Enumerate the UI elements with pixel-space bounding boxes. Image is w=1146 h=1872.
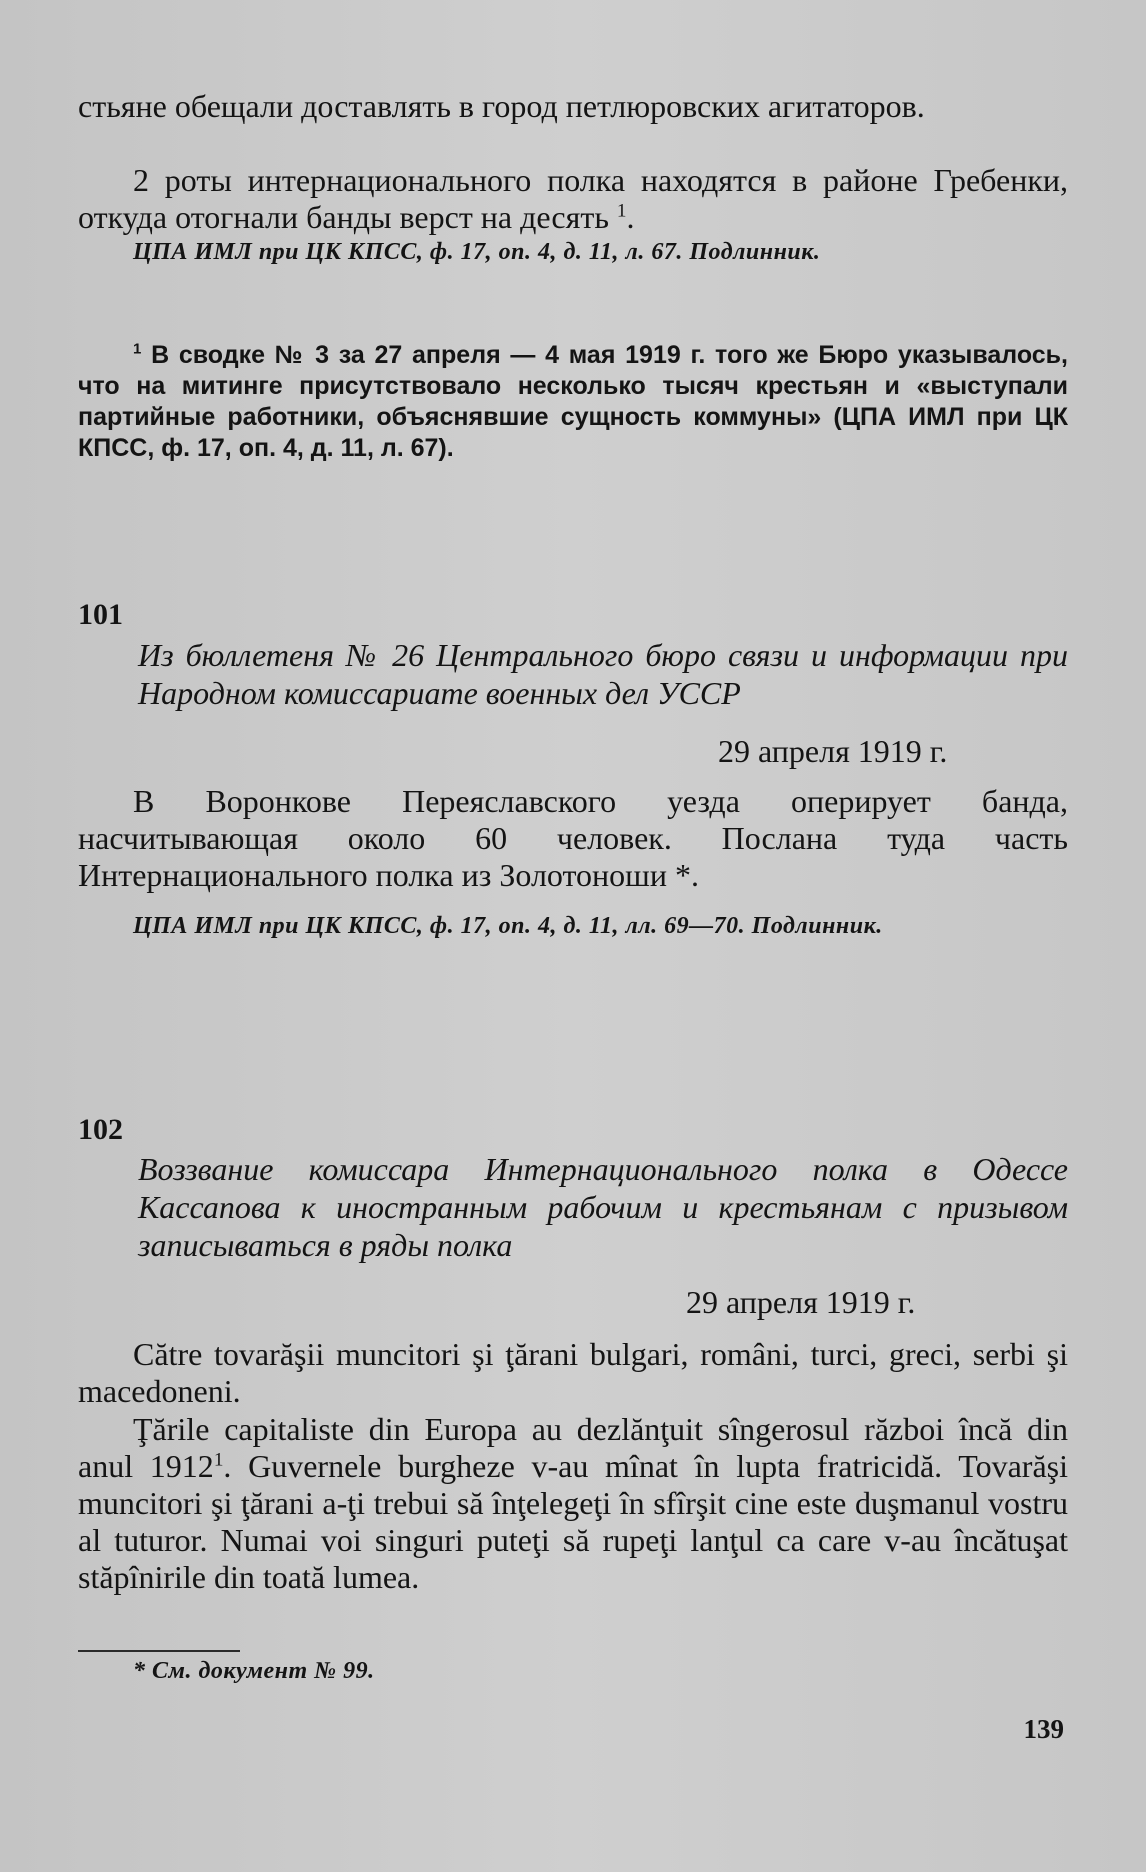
document-date-101: 29 апреля 1919 г. — [718, 733, 948, 769]
document-title-101: Из бюллетеня № 26 Центрального бюро связи и информации при Народном комиссариате военных дел УССР — [138, 637, 1068, 711]
paragraph-continuation: стьяне обещали доставлять в город петлюровских агитаторов. — [78, 88, 925, 124]
archive-source-1: ЦПА ИМЛ при ЦК КПСС, ф. 17, оп. 4, д. 11, л. 67. Подлинник. — [133, 239, 821, 265]
footnote-star: * См. документ № 99. — [133, 1658, 375, 1684]
document-body-102-p2: Ţările capitaliste din Europa au dezlănţuit sîngerosul război încă din anul 1912$^1$. Guvernele burgheze v-au mînat în lupta fratricidă. Tovarăşi muncitori şi ţărani a-ţi trebui să înţelegeţi în sfîrşit cine este duşmanul vostru al tuturor. Numai voi singuri puteţi să rupeţi lanţul ca care v-au încătuşat stăpînirile din toată lumea. — [78, 1411, 1069, 1595]
document-title-102: Воззвание комиссара Интернационального полка в Одессе Кассапова к иностранным рабочим и крестьянам с призывом записываться в ряды полка — [138, 1151, 1068, 1263]
archive-source-101: ЦПА ИМЛ при ЦК КПСС, ф. 17, оп. 4, д. 11, лл. 69—70. Подлинник. — [133, 913, 883, 939]
footnote-1-mark: 1 — [133, 340, 142, 358]
footnote-1: $^1$ В сводке № 3 за 27 апреля — 4 мая 1919 г. того же Бюро указывалось, что на митинге присутствовало несколько тысяч крестьян и «выступали партийные работники, объяснявшие сущность коммуны» (ЦПА ИМЛ при ЦК КПСС, ф. 17, оп. 4, д. 11, л. 67). — [78, 340, 1068, 462]
document-body-102-p1: Către tovarăşii muncitori şi ţărani bulgari, români, turci, greci, serbi şi macedoneni. — [78, 1336, 1068, 1409]
document-date-102: 29 апреля 1919 г. — [686, 1284, 916, 1320]
footnote-ref-1: 1 — [616, 200, 627, 222]
document-number-101: 101 — [78, 598, 123, 631]
footnote-divider — [78, 1650, 240, 1652]
footnote-ref-102: 1 — [213, 1449, 224, 1471]
paragraph-regiment-report: 2 роты интернационального полка находятся в районе Гребенки, откуда отогнали банды верст на десять $^1$. — [78, 162, 1068, 235]
document-number-102: 102 — [78, 1113, 123, 1146]
page-number: 139 — [1023, 1714, 1064, 1744]
document-body-101: В Воронкове Переяславского уезда оперирует банда, насчитывающая около 60 человек. Послана туда часть Интернационального полка из Золотоноши *. — [78, 783, 1068, 893]
